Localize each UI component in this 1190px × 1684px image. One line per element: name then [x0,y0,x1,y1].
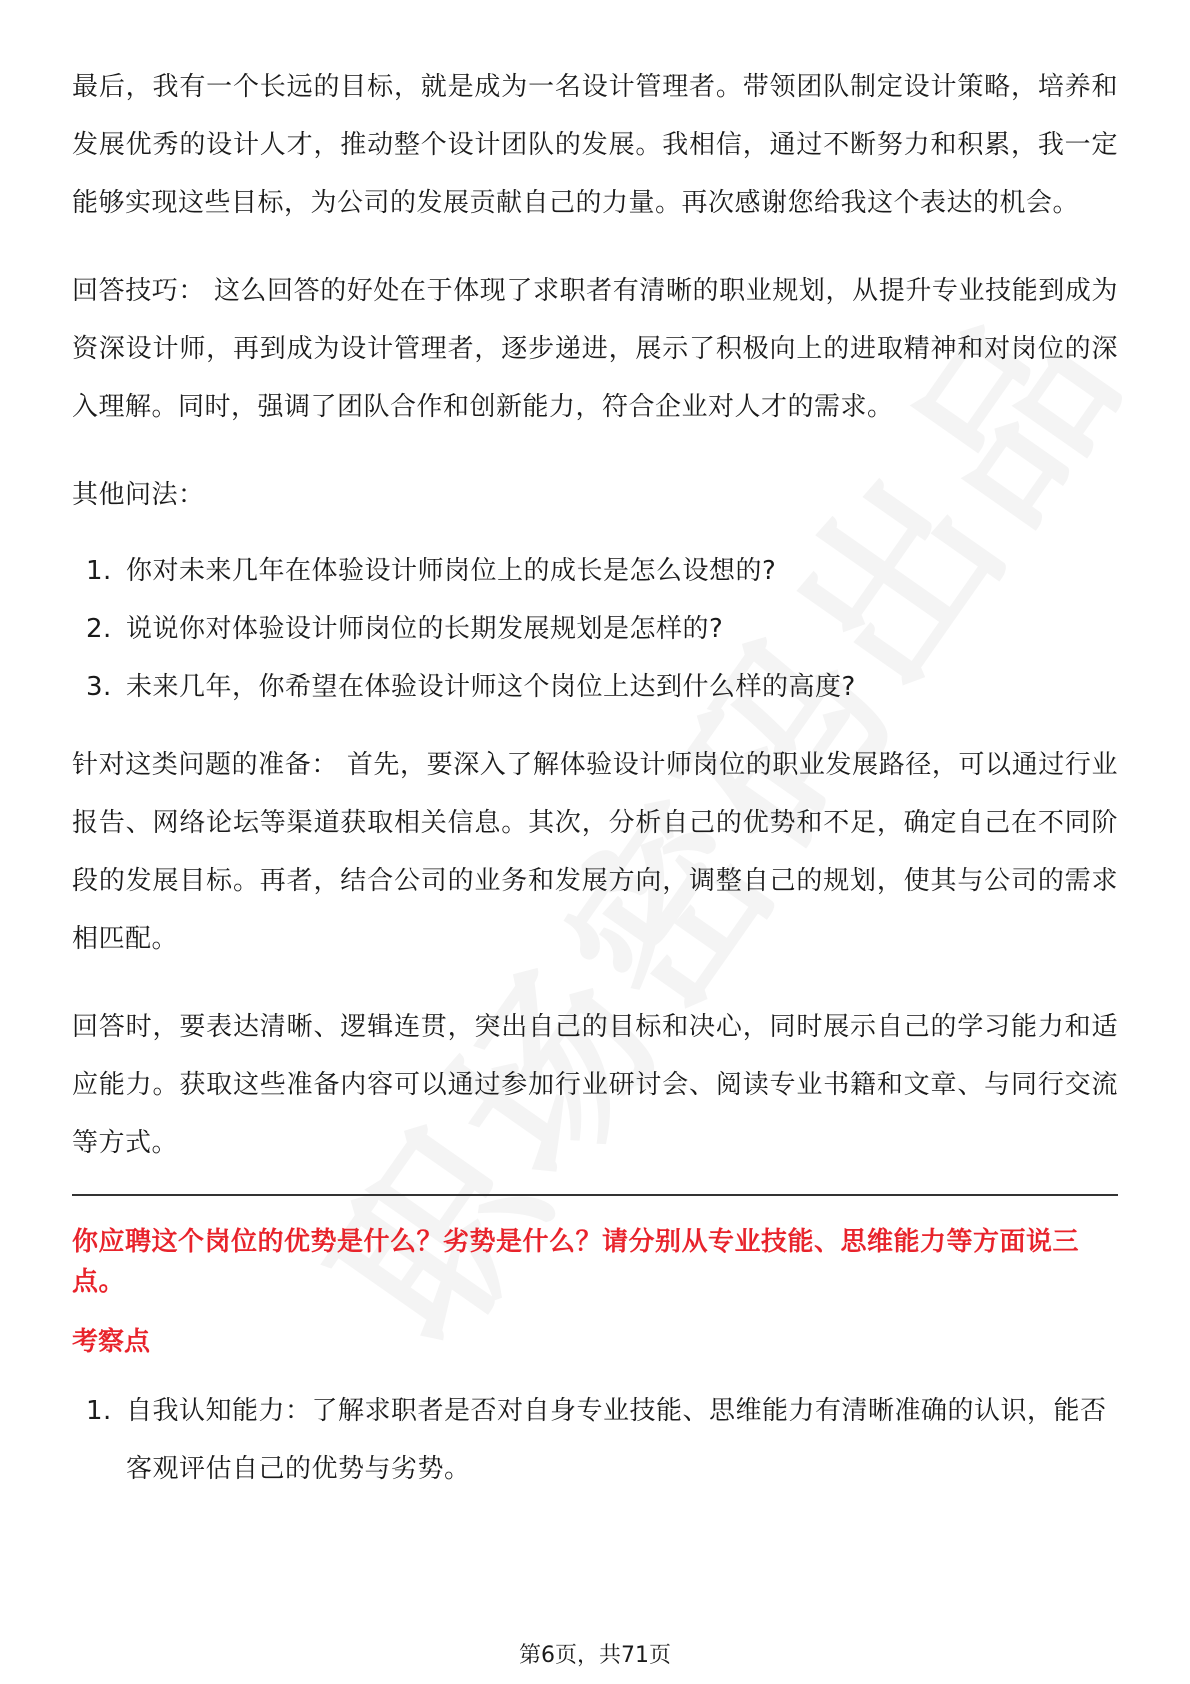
list-item: 1. 自我认知能力：了解求职者是否对自身专业技能、思维能力有清晰准确的认识，能否客观评估自己的优势与劣势。 [86,1396,1107,1484]
other-questions-list [72,542,1118,716]
page-footer: 第6页，共71页 [519,1643,671,1668]
list-item: 1. 你对未来几年在体验设计师岗位上的成长是怎么设想的? [86,556,777,586]
question-title: 你应聘这个岗位的优势是什么？劣势是什么？请分别从专业技能、思维能力等方面说三点。 [72,1227,1080,1297]
paragraph-closing-goal: 最后，我有一个长远的目标，就是成为一名设计管理者。带领团队制定设计策略，培养和发展优秀的设计人才，推动整个设计团队的发展。我相信，通过不断努力和积累，我一定能够实现这些目标，为公司的发展贡献自己的力量。再次感谢您给我这个表达的机会。 [72,72,1118,218]
page-content [72,58,1118,1498]
paragraph-answering: 回答时，要表达清晰、逻辑连贯，突出自己的目标和决心，同时展示自己的学习能力和适应能力。获取这些准备内容可以通过参加行业研讨会、阅读专业书籍和文章、与同行交流等方式。 [72,1012,1118,1158]
list-item: 2. 说说你对体验设计师岗位的长期发展规划是怎样的? [86,614,724,644]
section-divider [72,1194,1118,1196]
list-item: 3. 未来几年，你希望在体验设计师这个岗位上达到什么样的高度? [86,672,856,702]
question-subheading: 考察点 [72,1327,151,1357]
paragraph-other-questions-label: 其他问法： [72,480,205,510]
paragraph-preparation: 针对这类问题的准备： 首先，要深入了解体验设计师岗位的职业发展路径，可以通过行业报告、网络论坛等渠道获取相关信息。其次，分析自己的优势和不足，确定自己在不同阶段的发展目标。再者，结合公司的业务和发展方向，调整自己的规划，使其与公司的需求相匹配。 [72,750,1118,954]
assessment-points-list [72,1382,1118,1498]
paragraph-answer-tips: 回答技巧： 这么回答的好处在于体现了求职者有清晰的职业规划，从提升专业技能到成为资深设计师，再到成为设计管理者，逐步递进，展示了积极向上的进取精神和对岗位的深入理解。同时，强调了团队合作和创新能力，符合企业对人才的需求。 [72,276,1118,422]
